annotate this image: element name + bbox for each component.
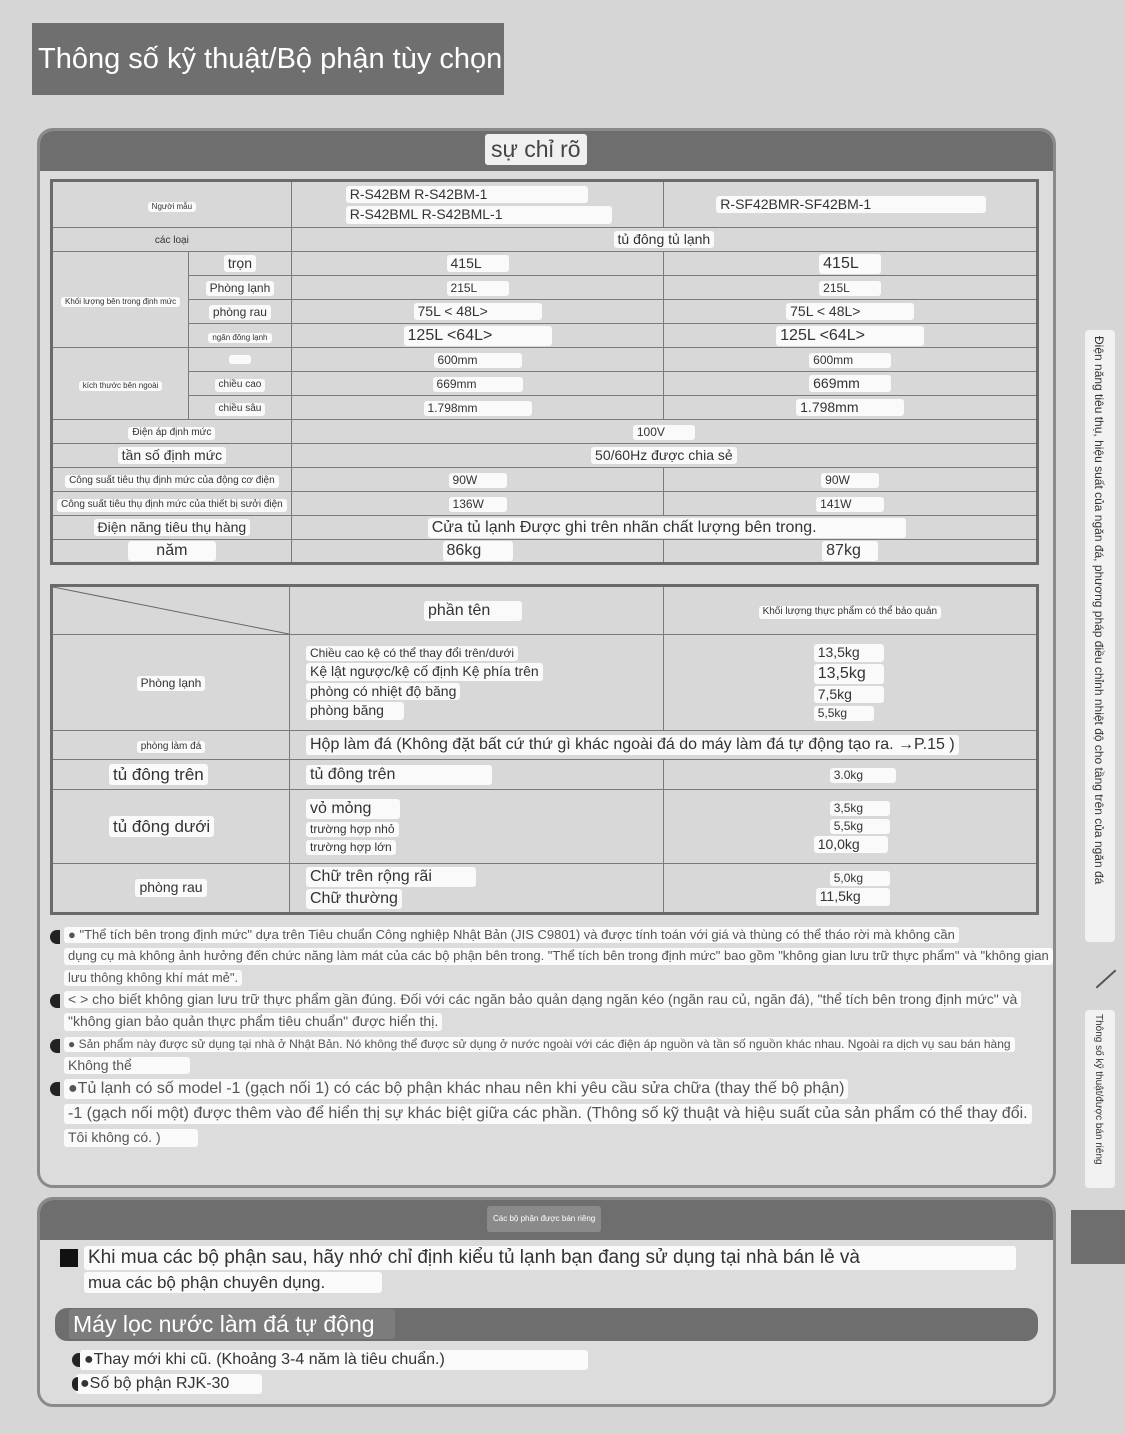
dim-b-cell <box>664 396 1038 420</box>
col-load-cell <box>663 586 1037 635</box>
col-name-cell <box>290 586 664 635</box>
year-label: năm <box>128 541 216 561</box>
veg-loads-cell <box>663 864 1037 914</box>
dim-row-label <box>189 348 292 372</box>
dim-b-cell <box>664 372 1038 396</box>
energy-value-cell <box>291 516 1037 540</box>
motor-label: Công suất tiêu thụ định mức của động cơ điện <box>65 475 279 488</box>
model-a-line1: R-S42BM R-S42BM-1 <box>346 186 588 204</box>
note-4 <box>50 1079 1045 1147</box>
parts-item-2 <box>72 1374 262 1394</box>
fridge-names-cell <box>290 635 664 731</box>
dim-label-cell <box>52 348 189 420</box>
fridge-row-load: 7,5kg <box>814 686 884 704</box>
parts-section-title: Máy lọc nước làm đá tự động <box>69 1309 395 1339</box>
side-tab-marker[interactable] <box>1071 1210 1125 1264</box>
note-text: "không gian bảo quản thực phẩm tiêu chuẩn" được hiển thị. <box>64 1013 442 1031</box>
parts-item-1 <box>72 1350 588 1370</box>
dim-row-name: chiều cao <box>215 379 266 392</box>
parts-intro-line1: Khi mua các bộ phận sau, hãy nhớ chỉ định kiểu tủ lạnh bạn đang sử dụng tại nhà bán lẻ và <box>84 1246 1016 1270</box>
upper-label-cell <box>52 760 290 790</box>
parts-intro-line2: mua các bộ phận chuyên dụng. <box>84 1272 382 1293</box>
bullet-icon <box>50 1039 60 1053</box>
lower-row-load: 3,5kg <box>830 801 890 816</box>
capacity-b-value: 215L <box>819 281 881 296</box>
year-b-cell <box>664 540 1038 564</box>
spec-table <box>50 179 1039 565</box>
lower-label: tủ đông dưới <box>109 816 214 837</box>
upper-name: tủ đông trên <box>306 765 492 785</box>
heater-label-cell <box>52 492 292 516</box>
veg-row-load: 11,5kg <box>816 888 890 906</box>
capacity-row-name: phòng rau <box>209 305 271 320</box>
fridge-label-cell <box>52 635 290 731</box>
upper-load: 3.0kg <box>830 768 896 783</box>
col-load-header: Khối lượng thực phẩm có thể bảo quản <box>759 606 942 619</box>
heater-a-cell <box>291 492 664 516</box>
note-text: < > cho biết không gian lưu trữ thực phẩm gần đúng. Đối với các ngăn bảo quản dạng ngăn kéo (ngăn rau củ, ngăn đá), "thể tích bên trong định mức" và <box>64 991 1021 1009</box>
parts-item-text: ●Thay mới khi cũ. (Khoảng 3-4 năm là tiêu chuẩn.) <box>80 1350 588 1370</box>
capacity-a-cell <box>291 276 664 300</box>
upper-load-cell <box>663 760 1037 790</box>
bullet-icon <box>50 1082 60 1096</box>
energy-label-cell <box>52 516 292 540</box>
veg-row-name: Chữ thường <box>306 889 402 909</box>
dim-b-value: 600mm <box>809 353 891 368</box>
side-tab-specs-label: Thông số kỹ thuật/được bán riêng <box>1093 1014 1104 1165</box>
ice-text-cell <box>290 731 1038 760</box>
voltage-value: 100V <box>633 425 695 440</box>
capacity-b-cell <box>664 324 1038 348</box>
capacity-b-cell <box>664 300 1038 324</box>
ice-text: Hộp làm đá (Không đặt bất cứ thứ gì khác ngoài đá do máy làm đá tự động tạo ra. →P.15 ) <box>306 735 959 755</box>
freq-value-cell <box>291 444 1037 468</box>
capacity-a-value: 75L < 48L> <box>414 303 542 321</box>
type-label-cell <box>52 228 292 252</box>
capacity-b-value: 415L <box>819 254 881 274</box>
dim-row-name: chiều sâu <box>215 403 266 416</box>
type-label: các loại <box>154 235 189 247</box>
voltage-label-cell <box>52 420 292 444</box>
model-a-line2: R-S42BML R-S42BML-1 <box>346 206 612 224</box>
model-label-cell <box>52 181 292 228</box>
col-name-header: phần tên <box>424 601 522 621</box>
capacity-a-value: 215L <box>447 281 509 296</box>
side-tab-energy-label: Điện năng tiêu thụ, hiệu suất của ngăn đá, phương pháp điều chỉnh nhiệt độ cho tầng trên của ngăn đá <box>1092 336 1106 885</box>
model-b: R-SF42BMR-SF42BM-1 <box>716 196 986 214</box>
note-2 <box>50 991 1045 1031</box>
fridge-row-load: 5,5kg <box>814 706 874 721</box>
capacity-row-label <box>189 300 292 324</box>
model-a-cell <box>291 181 664 228</box>
lower-names-cell <box>290 790 664 864</box>
freq-value: 50/60Hz được chia sẻ <box>591 447 737 465</box>
heater-a-value: 136W <box>449 497 507 512</box>
year-label-cell <box>52 540 292 564</box>
note-1 <box>50 927 1049 986</box>
note-3 <box>50 1036 1045 1075</box>
energy-value: Cửa tủ lạnh Được ghi trên nhãn chất lượng bên trong. <box>428 518 906 538</box>
note-text: Không thể <box>64 1057 190 1075</box>
capacity-row-label <box>189 252 292 276</box>
bullet-icon <box>72 1353 80 1367</box>
side-tab-energy[interactable] <box>1085 330 1115 942</box>
model-label: Người mẫu <box>148 202 196 212</box>
capacity-row-label <box>189 276 292 300</box>
dim-a-value: 600mm <box>434 353 522 368</box>
heater-b-value: 141W <box>816 497 884 512</box>
spec-panel-title: sự chỉ rõ <box>485 134 587 165</box>
heater-b-cell <box>664 492 1038 516</box>
capacity-b-cell <box>664 276 1038 300</box>
dim-b-cell <box>664 348 1038 372</box>
diagonal-line <box>53 587 289 634</box>
motor-a-cell <box>291 468 664 492</box>
freq-label: tần số định mức <box>118 447 226 465</box>
veg-names-cell <box>290 864 664 914</box>
fridge-row-name: Kệ lật ngược/kệ cố định Kệ phía trên <box>306 663 543 681</box>
ice-label: phòng làm đá <box>137 741 206 754</box>
capacity-b-value: 75L < 48L> <box>786 303 914 321</box>
energy-label: Điện năng tiêu thụ hàng <box>94 519 251 537</box>
capacity-a-cell <box>291 252 664 276</box>
heater-label: Công suất tiêu thụ định mức của thiết bị sưởi điện <box>57 499 287 512</box>
fridge-row-load: 13,5kg <box>814 644 884 662</box>
dim-a-cell <box>291 348 664 372</box>
type-value: tủ đông tủ lạnh <box>614 231 715 249</box>
separator-slash-icon <box>1096 970 1117 989</box>
note-text: ●Tủ lạnh có số model -1 (gạch nối 1) có các bộ phận khác nhau nên khi yêu cầu sửa chữa (thay thế bộ phận) <box>64 1079 848 1099</box>
motor-a-value: 90W <box>449 473 507 488</box>
dim-a-cell <box>291 372 664 396</box>
dim-a-cell <box>291 396 664 420</box>
fridge-row-name: Chiều cao kệ có thể thay đổi trên/dưới <box>306 646 518 661</box>
capacity-a-cell <box>291 324 664 348</box>
diagonal-header-cell <box>52 586 290 635</box>
dim-row-name <box>229 355 251 364</box>
year-a-cell <box>291 540 664 564</box>
capacity-b-cell <box>664 252 1038 276</box>
freq-label-cell <box>52 444 292 468</box>
ice-label-cell <box>52 731 290 760</box>
dim-label: kích thước bên ngoài <box>79 381 163 391</box>
parts-item-text: ●Số bộ phận RJK-30 <box>76 1374 262 1394</box>
parts-panel-header <box>40 1200 1053 1240</box>
motor-b-value: 90W <box>821 473 879 488</box>
capacity-a-value: 125L <64L> <box>404 326 552 346</box>
veg-label: phòng rau <box>135 879 206 897</box>
capacity-row-name: trọn <box>224 255 256 273</box>
note-text: lưu thông không khí mát mẻ". <box>64 970 242 986</box>
note-text: ● "Thể tích bên trong định mức" dựa trên Tiêu chuẩn Công nghiệp Nhật Bản (JIS C9801) và được tính toán với giá và thùng có thể tháo rời mà không cần <box>64 927 959 943</box>
lower-row-load: 10,0kg <box>814 836 888 854</box>
bullet-icon <box>50 930 60 944</box>
veg-label-cell <box>52 864 290 914</box>
capacity-label: Khối lượng bên trong định mức <box>61 297 180 307</box>
dim-b-value: 1.798mm <box>796 399 904 417</box>
voltage-label: Điện áp định mức <box>128 427 215 440</box>
spec-panel-header <box>40 131 1053 171</box>
fridge-label: Phòng lạnh <box>137 676 206 691</box>
motor-label-cell <box>52 468 292 492</box>
fridge-row-name: phòng băng <box>306 702 404 720</box>
parts-intro <box>60 1246 1030 1293</box>
note-text: ● Sản phẩm này được sử dụng tại nhà ở Nhật Bản. Nó không thể được sử dụng ở nước ngoài với các điện áp nguồn và tần số nguồn khác nhau. Ngoài ra dịch vụ sau bán hàng <box>64 1037 1015 1052</box>
capacity-a-cell <box>291 300 664 324</box>
bullet-icon <box>50 994 60 1008</box>
dim-row-label <box>189 396 292 420</box>
capacity-row-name: ngăn đông lạnh <box>208 333 271 343</box>
lower-loads-cell <box>663 790 1037 864</box>
veg-row-load: 5,0kg <box>830 871 890 886</box>
capacity-label-cell <box>52 252 189 348</box>
load-table <box>50 584 1039 915</box>
fridge-loads-cell <box>663 635 1037 731</box>
dim-a-value: 1.798mm <box>424 401 532 416</box>
capacity-b-value: 125L <64L> <box>776 326 924 346</box>
lower-row-load: 5,5kg <box>830 819 890 834</box>
fridge-row-load: 13,5kg <box>814 664 884 684</box>
lower-row-name: vỏ mỏng <box>306 799 400 819</box>
capacity-row-label <box>189 324 292 348</box>
bullet-icon <box>72 1377 78 1391</box>
voltage-value-cell <box>291 420 1037 444</box>
year-b-value: 87kg <box>822 541 878 561</box>
model-b-cell <box>664 181 1038 228</box>
upper-label: tủ đông trên <box>109 764 208 785</box>
note-text: dụng cụ mà không ảnh hưởng đến chức năng làm mát của các bộ phận bên trong. "Thể tích bên trong định mức" bao gồm "không gian lưu trữ thực phẩm" và "không gian <box>64 948 1053 964</box>
veg-row-name: Chữ trên rộng rãi <box>306 867 476 887</box>
note-text: Tôi không có. ) <box>64 1129 198 1147</box>
capacity-row-name: Phòng lạnh <box>206 281 275 296</box>
fridge-row-name: phòng có nhiệt độ băng <box>306 683 460 701</box>
lower-row-name: trường hợp nhỏ <box>306 822 399 837</box>
parts-section-bar <box>55 1308 1038 1341</box>
lower-label-cell <box>52 790 290 864</box>
type-value-cell <box>291 228 1037 252</box>
dim-b-value: 669mm <box>809 375 891 393</box>
side-tab-specs[interactable] <box>1085 1010 1115 1188</box>
motor-b-cell <box>664 468 1038 492</box>
upper-name-cell <box>290 760 664 790</box>
lower-row-name: trường hợp lớn <box>306 840 396 855</box>
note-text: -1 (gạch nối một) được thêm vào để hiển thị sự khác biệt giữa các phần. (Thông số kỹ thuật và hiệu suất của sản phẩm có thể thay đổi. <box>64 1104 1032 1124</box>
page-title: Thông số kỹ thuật/Bộ phận tùy chọn <box>32 23 504 95</box>
dim-a-value: 669mm <box>433 377 523 392</box>
parts-panel-title: Các bộ phận được bán riêng <box>487 1206 601 1232</box>
capacity-a-value: 415L <box>447 255 509 273</box>
square-bullet-icon <box>60 1249 78 1267</box>
notes <box>50 927 1049 1152</box>
dim-row-label <box>189 372 292 396</box>
year-a-value: 86kg <box>443 541 513 561</box>
